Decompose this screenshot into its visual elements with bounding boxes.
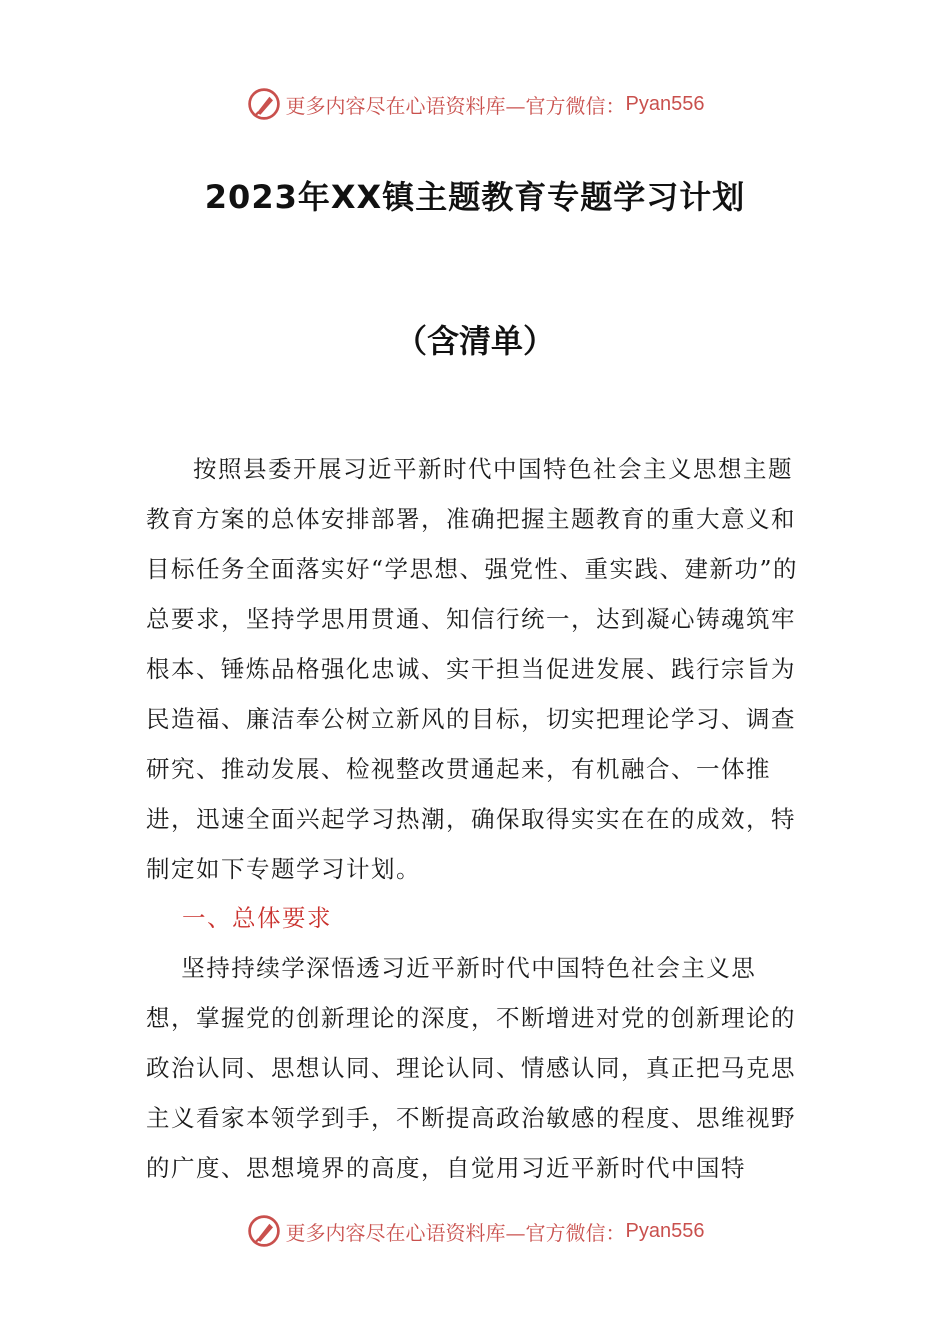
intro-paragraph: 按照县委开展习近平新时代中国特色社会主义思想主题教育方案的总体安排部署，准确把握主题教育的重大意义和目标任务全面落实好“学思想、强党性、重实践、建新功”的总要求，坚持学思用贯通、知信行统一，达到凝心铸魂筑牢根本、锤炼品格强化忠诚、实干担当促进发展、践行宗旨为民造福、廉洁奉公树立新风的目标，切实把理论学习、调查研究、推动发展、检视整改贯通起来，有机融合、一体推进，迅速全面兴起学习热潮，确保取得实实在在的成效，特制定如下专题学习计划。 — [146, 455, 799, 883]
pen-nib-logo-icon — [246, 86, 282, 122]
watermark-header — [0, 84, 950, 124]
document-title: 2023年XX镇主题教育专题学习计划 — [204, 178, 746, 216]
watermark-text: 更多内容尽在心语资料库—官方微信： — [285, 93, 626, 118]
pen-nib-logo-icon — [246, 1213, 282, 1249]
section1-paragraph: 坚持持续学深悟透习近平新时代中国特色社会主义思想，掌握党的创新理论的深度，不断增进对党的创新理论的政治认同、思想认同、理论认同、情感认同，真正把马克思主义看家本领学到手，不断提高政治敏感的程度、思维视野的广度、思想境界的高度，自觉用习近平新时代中国特 — [146, 954, 796, 1182]
watermark-wechat-id: Pyan556 — [625, 1219, 705, 1242]
watermark-text: 更多内容尽在心语资料库—官方微信： — [285, 1220, 626, 1245]
watermark-wechat-id: Pyan556 — [625, 92, 705, 115]
watermark-footer — [0, 1211, 950, 1251]
document-subtitle: （含清单） — [394, 322, 555, 360]
section-heading-general-requirements: 一、总体要求 — [182, 904, 332, 932]
